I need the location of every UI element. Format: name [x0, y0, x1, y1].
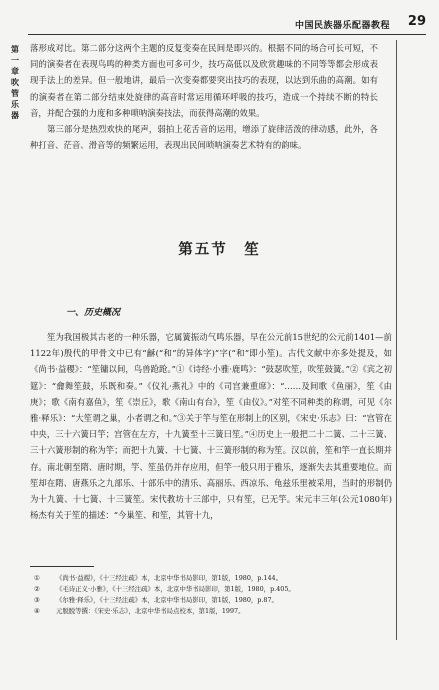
- footnote: [30, 606, 392, 617]
- paragraph: 落形成对比。第二部分这两个主题的反复变奏在民间是即兴的。根据不同的场合可长可短，不同的演奏者在表现鸟鸣的种类方面也可多可少，技巧高低以及欣赏趣味的不同等等都会形成表现手法上的差异。但一般地讲，最后一次变奏都要突出技巧的表现，以达到乐曲的高潮。如有的演奏者在第二部分结束处旋律的高音时常运用循环呼吸的技巧，造成一个持续不断的特长音，并配合强的力度和多种唢呐演奏技法，而获得高潮的效果。: [30, 43, 378, 118]
- chapter-side-band: [396, 40, 427, 640]
- chapter-side-tab: 第一章 吹管乐器: [11, 45, 19, 120]
- footnote-rule: [30, 566, 94, 567]
- running-header: [28, 14, 426, 35]
- footnote-text: 《尚书·益稷》，《十三经注疏》本，北京中华书局影印，第1版，1980，p.144。: [56, 574, 282, 582]
- footnote-text: 元脱脱等撰：《宋史·乐志》，北京中华书局点校本，第1版，1997。: [56, 607, 245, 615]
- section-title: 第五节 笙: [178, 242, 261, 258]
- footnote-mark: ①: [34, 574, 40, 582]
- page-number: 29: [407, 14, 426, 29]
- footnote: [30, 573, 392, 584]
- paragraph: 第三部分是热烈欢快的尾声，弱拍上花舌音的运用，增添了旋律活泼的律动感，此外，各种打音、茫音、滑音等的频繁运用，表现出民间唢呐演奏艺术特有的韵味。: [30, 124, 378, 151]
- footnote-mark: ②: [34, 585, 40, 593]
- body-text-block: [30, 329, 392, 523]
- subheading: 一、历史概况: [66, 308, 121, 318]
- footnote-mark: ④: [34, 607, 40, 615]
- footnote-mark: ③: [34, 596, 40, 604]
- top-text-block: [30, 40, 378, 153]
- footnote-text: 《尔雅·释乐》，《十三经注疏》本，北京中华书局影印，第1版，1980，p.87。: [56, 596, 278, 604]
- footnote-text: 《毛诗正义·小雅》，《十三经注疏》本，北京中华书局影印，第1版，1980，p.405。: [56, 585, 295, 593]
- footnotes: [30, 573, 392, 617]
- footnote: [30, 584, 392, 595]
- footnote: [30, 595, 392, 606]
- paragraph: 笙为我国极其古老的一种乐器，它属簧振动气鸣乐器，早在公元前15世纪的公元前1401—前1122年)殷代的甲骨文中已有“龢(“和”的异体字)”字(“和”即小笙)。古代文献中亦多处提及，如《尚书·益稷》：“笙镛以间，鸟兽跄跄。”①《诗经·小雅·鹿鸣》：“鼓瑟吹笙，吹笙鼓簧。”②《宾之初筵》：“龠舞笙鼓，乐既和奏。”《仪礼·燕礼》中的《司宫兼重席》：“……及间歌《鱼丽》，笙《由庚》；歌《南有嘉鱼》，笙《崇丘》，歌《南山有台》，笙《由仪》。”对笙不同种类的称谓，可见《尔雅·释乐》：“大笙谓之巢，小者谓之和。”③关于竽与笙在形制上的区别，《宋史·乐志》曰：“宫管在中央，三十六簧曰竽；宫管在左方，十九簧至十三簧曰笙。”④历史上一般把二十二簧、二十三簧、三十六簧形制的称为竽；而把十九簧、十七簧、十三簧形制的称为笙。汉以前，笙和竽一直长期并存。南北朝至隋、唐时期，竽、笙虽仍并存应用，但竽一般只用于雅乐，逐渐失去其重要地位。而笙却在隋、唐燕乐之九部乐、十部乐中的清乐、高丽乐、西凉乐、龟兹乐里被采用，当时的形制仍为十九簧、十七簧、十三簧笙。宋代教坊十三部中，只有笙，已无竽。宋元丰三年(公元1080年)杨杰有关于笙的描述：“今巢笙、和笙，其管十九，: [30, 332, 392, 521]
- running-title: 中国民族器乐配器教程: [294, 21, 390, 31]
